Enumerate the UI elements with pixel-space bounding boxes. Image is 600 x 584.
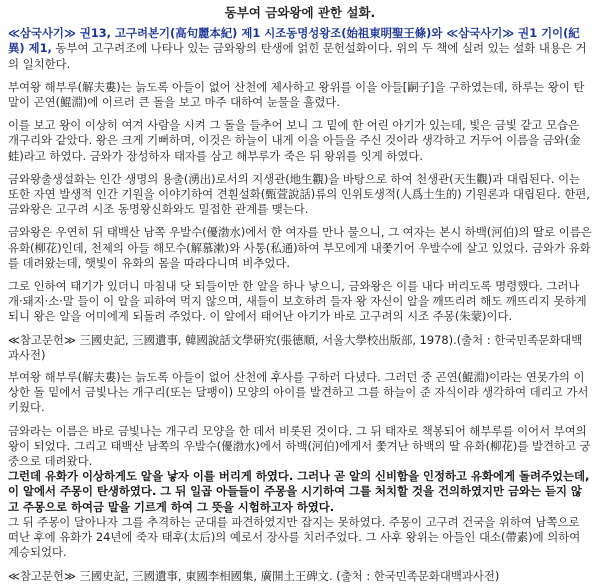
document-title: 동부여 금와왕에 관한 설화. xyxy=(224,5,376,20)
paragraph-succession: 그 뒤 주몽이 달아나자 그를 추격하는 군대를 파견하였지만 잡지는 못하였다. 주몽이 고구려 건국을 위하여 남쪽으로 떠난 후에 유화가 24년에 죽자 태후(太后)의 예로서 장사를 치러주었다. 그 사후 왕위는 아들인 대소(帶素)에 의하여 계승되었다. xyxy=(8,514,581,560)
paragraph-jumong-birth: 그런데 유화가 이상하게도 알을 낳자 이를 버리게 하였다. 그러나 곧 알의 신비함을 인정하고 유화에게 돌려주었는데, 이 알에서 주몽이 탄생하였다. 그 뒤 일곱 아들들이 주몽을 시기하여 그를 처치할 것을 건의하였지만 금와는 듣지 않고 주몽으로 하여금 말을 기르게 하여 그 뜻을 시험하고자 하였다. xyxy=(8,469,590,514)
intro-paragraph xyxy=(8,26,592,72)
paragraph-birth-story: 부여왕 해부루(解夫婁)는 늙도록 아들이 없어 산천에 제사하고 왕위를 이을 아들[嗣子]을 구하였는데, 하루는 왕이 탄 말이 곤연(鯤淵)에 이르러 큰 돌을 보고 마주 대하여 눈물을 흘렸다. xyxy=(8,79,585,110)
paragraph-discovery: 이를 보고 왕이 이상히 여겨 사람을 시켜 그 돌을 들추어 보니 그 밑에 한 어린 아기가 있는데, 빛은 금빛 같고 모습은 개구리와 같았다. 왕은 크게 기뻐하며, 이것은 하늘이 내게 이을 아들을 주신 것이라 생각하고 거두어 이름을 금와(金蛙)라고 하였다. 금와가 장성하자 태자를 삼고 해부루가 죽은 뒤 왕위를 잇게 하였다. xyxy=(8,118,581,163)
paragraph-geumwa-name: 금와라는 이름은 바로 금빛나는 개구리 모양을 한 데서 비롯된 것이다. 그 뒤 태자로 책봉되어 해부루를 이어서 부여의 왕이 되었다. 그리고 태백산 남쪽의 우발수(優渤水)에서 하백(河伯)에게서 쫓겨난 하백의 딸 유화(柳花)를 발견하고 궁중으로 데려왔다. xyxy=(8,423,591,469)
reference-note-2: ≪참고문헌≫ 三國史記, 三國遺事, 東國李相國集, 廣開土王碑文. (출처 : 한국민족문화대백과사전) xyxy=(8,568,500,583)
document-page xyxy=(8,0,592,584)
intro-text: 동부여 고구려조에 나타나 있는 금와왕의 탄생에 얽힌 문헌설화이다. 위의 두 책에 실려 있는 설화 내용은 거의 일치한다. xyxy=(8,41,587,71)
paragraph-egg: 그로 인하여 태기가 있더니 마침내 닷 되들이만 한 알을 하나 낳으니, 금와왕은 이를 내다 버리도록 명령했다. 그러나 개·돼지·소·말 들이 이 알을 피하여 먹지 않으며, 새들이 보호하려 들자 왕 자신이 알을 깨뜨리려 해도 깨뜨리지 못하게 되니 왕은 알을 어미에게 되돌려 주었다. 이 알에서 태어난 아기가 바로 고구려의 시조 주몽(朱蒙)이다. xyxy=(8,279,587,324)
reference-note-1: ≪참고문헌≫ 三國史記, 三國遺事, 韓國說話文學硏究(張德順, 서울大學校出版部, 1978).(출처 : 한국민족문화대백과사전) xyxy=(8,332,583,362)
source-reference: ≪삼국사기≫ 권13, 고구려본기(高句麗本紀) 제1 시조동명성왕조(始祖東明聖王條)와 ≪삼국사기≫ 권1 기이(紀異) 제1, xyxy=(8,26,580,56)
paragraph-yuhwa: 금와왕은 우연히 뒤 태백산 남쪽 우발수(優渤水)에서 한 여자를 만나 물으니, 그 여자는 본시 하백(河伯)의 딸로 이름은 유화(柳花)인데, 천제의 아들 해모수(解慕漱)와 사통(私通)하여 부모에게 내쫓기어 우발수에 살고 있었다. 금와가 유화를 데려왔는데, 햇빛이 유화의 몸을 따라다니며 비추었다. xyxy=(8,225,592,270)
paragraph-interpretation: 금와왕출생설화는 인간 생명의 용출(湧出)로서의 지생관(地生觀)을 바탕으로 하여 천생관(天生觀)과 대립된다. 이는 또한 자연 발생적 인간 기원을 이야기하여 견훤설화(甄萱說話)류의 인위토생적(人爲土生的) 기원론과 대립된다. 한편, 금와왕은 고구려 시조 동명왕신화와도 밀접한 관계를 맺는다. xyxy=(8,171,590,217)
paragraph-second-version: 부여왕 해부루(解夫婁)는 늙도록 아들이 없어 산천에 후사를 구하러 다녔다. 그러던 중 곤연(鯤淵)이라는 연못가의 이상한 돌 밑에서 금빛나는 개구리(또는 달팽이) 모양의 아이를 발견하고 그를 하늘이 준 자식이라 생각하여 데리고 가서 키웠다. xyxy=(8,370,589,415)
